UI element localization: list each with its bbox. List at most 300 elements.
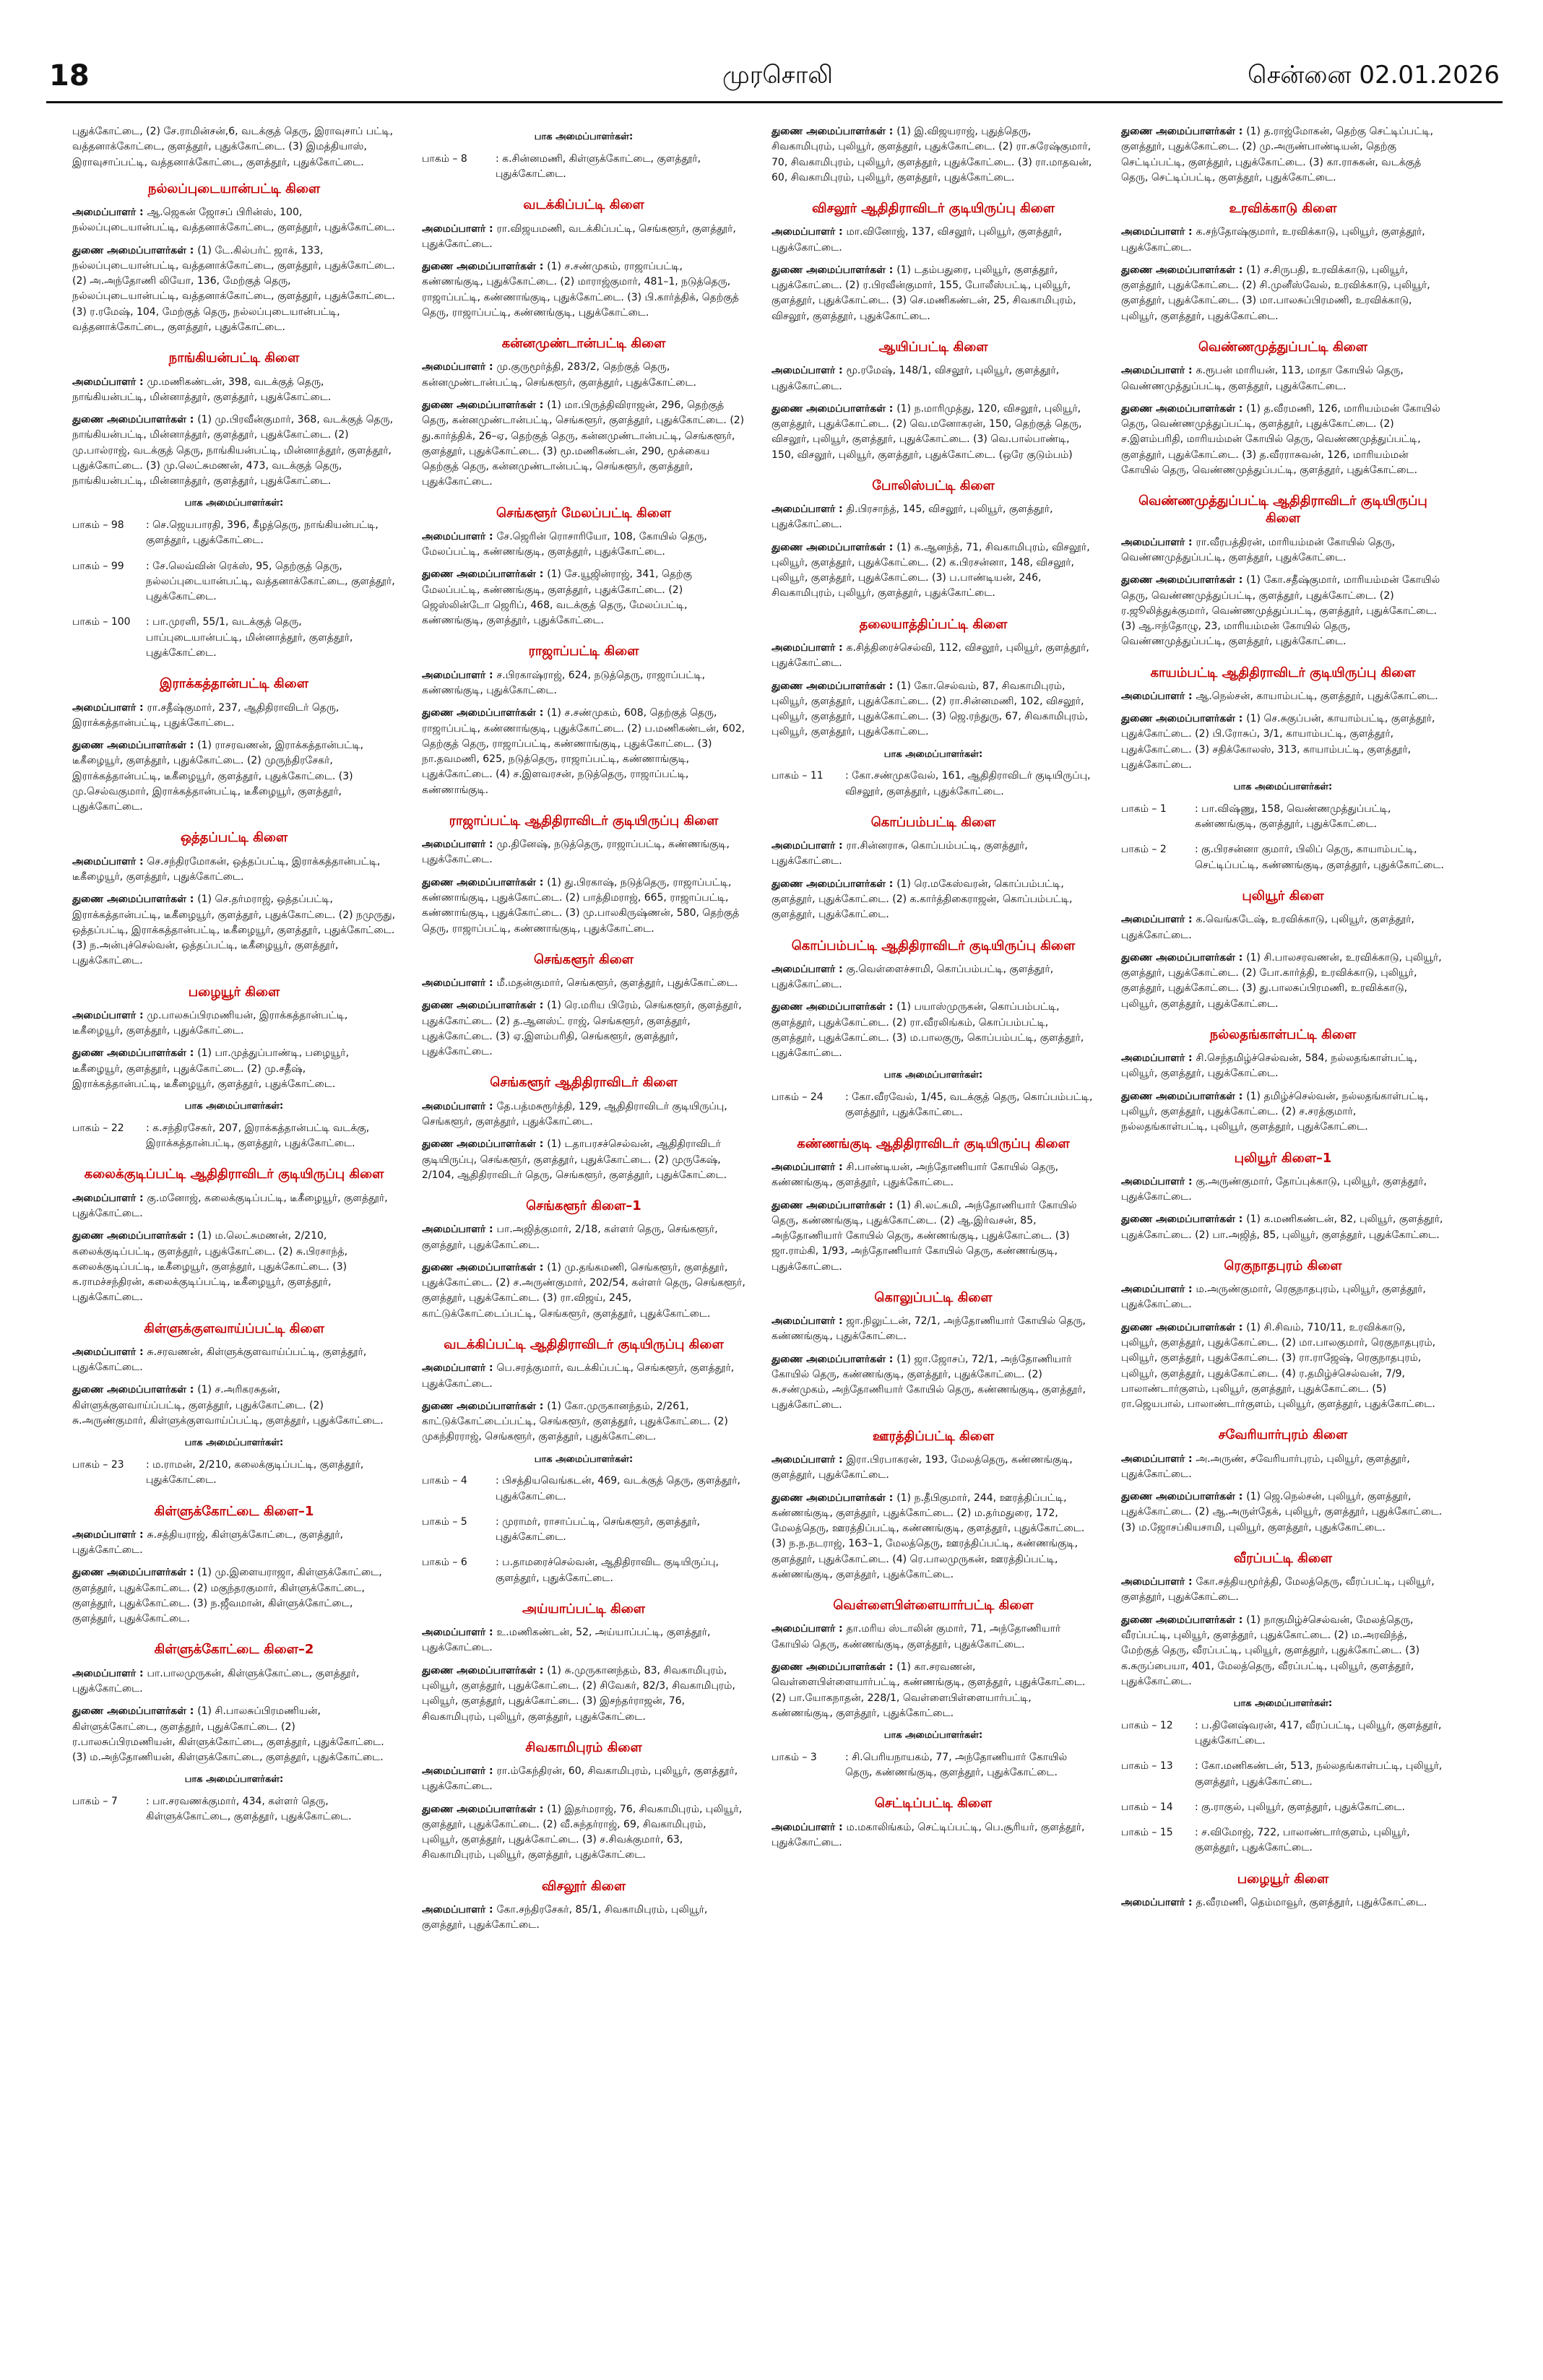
organizer-text: செ.சந்திரமோகன், ஒத்தப்பட்டி, இராக்கத்தான்பட்டி, டீகீழையூர், குளத்தூர், புதுக்கோட்டை. <box>72 855 381 883</box>
branch-title: வடக்கிப்பட்டி ஆதிதிராவிடர் குடியிருப்பு கிளை <box>444 1336 724 1352</box>
organizer-text: ம.அருண்குமார், ரெகுநாதபுரம், புலியூர், குளத்தூர், புதுக்கோட்டை. <box>1121 1284 1426 1311</box>
booth-heading: பாக அமைப்பாளர்கள்: <box>1233 782 1333 793</box>
booth-number: பாகம் – 7 <box>72 1796 118 1808</box>
deputy-label: துணை அமைப்பாளர்கள் : <box>422 568 548 581</box>
deputy-text: (1) ச.அரிகரசுதன், கிள்ளுக்குளவாய்ப்பட்டி, குளத்தூர், புதுக்கோட்டை. (2) சு.அருண்குமார், கிள்ளுக்குளவாய்ப்பட்டி, குளத்தூர், புதுக்கோட்டை. <box>72 1384 384 1427</box>
organizer-entry <box>772 1622 1095 1653</box>
deputy-label: துணை அமைப்பாளர்கள் : <box>72 893 198 906</box>
branch-title: செட்டிப்பட்டி கிளை <box>874 1796 993 1812</box>
branch-title: பழையூர் கிளை <box>188 984 280 1000</box>
organizer-label: அமைப்பாளர் : <box>72 1192 147 1204</box>
branch-section <box>772 1289 1095 1414</box>
organizer-entry <box>1121 1452 1445 1483</box>
booth-text: : பா.முரளி, 55/1, வடக்குத் தெரு, பாப்புடையான்பட்டி, மின்னாத்தூர், குளத்தூர், புதுக்கோட்டை. <box>146 616 353 659</box>
deputy-text: (1) சே.யூஜின்ராஜ், 341, தெற்கு மேலப்பட்டி, கண்ணங்குடி, குளத்தூர், புதுக்கோட்டை. (2) ஜெஸ்லின்டோ ஜெரிப், 468, வடக்குத் தெரு, மேலப்பட்டி, கண்ணங்குடி, குளத்தூர், புதுக்கோட்டை. <box>422 568 692 627</box>
organizer-text: ரா.விஜயமணி, வடக்கிப்பட்டி, செங்களூர், குளத்தூர், புதுக்கோட்டை. <box>422 222 736 250</box>
branch-title: பழையூர் கிளை <box>1237 1871 1329 1887</box>
deputy-label: துணை அமைப்பாளர்கள் : <box>1121 574 1247 587</box>
organizer-entry <box>422 976 745 991</box>
booth-text: : க.சந்திரசேகர், 207, இராக்கத்தான்பட்டி வடக்கு, இராக்கத்தான்பட்டி, குளத்தூர், புதுக்கோட்டை. <box>146 1122 370 1150</box>
organizer-text: க.சந்தோஷ்குமார், உரவிக்காடு, புலியூர், குளத்தூர், புதுக்கோட்டை. <box>1121 226 1425 254</box>
booth-entry <box>1121 1759 1445 1790</box>
organizer-text: மு.பாலசுப்பிரமணியன், இராக்கத்தான்பட்டி, டீகீழையூர், குளத்தூர், புதுக்கோட்டை. <box>72 1009 348 1037</box>
branch-section <box>422 505 745 629</box>
booth-heading: பாக அமைப்பாளர்கள்: <box>184 498 284 509</box>
branch-section <box>772 616 1095 800</box>
deputy-label: துணை அமைப்பாளர்கள் : <box>772 1353 897 1365</box>
deputy-text: (1) சி.சிவம், 710/11, உரவிக்காடு, புலியூர், குளத்தூர், புதுக்கோட்டை. (2) மா.பாலகுமார், ரெகுநாதபுரம், புலியூர், குளத்தூர், புதுக்கோட்டை. (3) ரா.ராஜேஷ், ரெகுநாதபுரம், புலியூர், குளத்தூர், புதுக்கோட்டை. (4) ர.தமிழ்ச்செல்வன், 7/9, பாலாண்டார்குளம், புலியூர், குளத்தூர், புதுக்கோட்டை. (5) ரா.ஜெயபால், பாலாண்டார்குளம், புலியூர், குளத்தூர், புதுக்கோட்டை. <box>1121 1321 1436 1411</box>
booth-text: : சி.பெரியநாயகம், 77, அந்தோணியார் கோயில் தெரு, கண்ணங்குடி, குளத்தூர், புதுக்கோட்டை. <box>845 1751 1068 1779</box>
organizer-text: த.வீரமணி, தெம்மாவூர், குளத்தூர், புதுக்கோட்டை. <box>1196 1896 1427 1908</box>
organizer-text: க.ரூபன் மாரியன், 113, மாதா கோயில் தெரு, வெண்ணமுத்துப்பட்டி, குளத்தூர், புதுக்கோட்டை. <box>1121 365 1404 392</box>
booth-text: : கோ.வீரவேல், 1/45, வடக்குத் தெரு, கொப்பம்பட்டி, குளத்தூர், புதுக்கோட்டை. <box>845 1091 1093 1119</box>
booth-text: : கு.ராகுல், புலியூர், குளத்தூர், புதுக்கோட்டை. <box>1195 1801 1405 1813</box>
deputy-text: (1) க.ஆனந்த், 71, சிவகாமிபுரம், விசலூர், புலியூர், குளத்தூர், புதுக்கோட்டை. (2) க.பிரசன்னா, 148, விசலூர், புலியூர், குளத்தூர், புதுக்கோட்டை. (3) ப.பாண்டியன், 246, சிவகாமிபுரம், புலியூர், குளத்தூர், புதுக்கோட்டை. <box>772 541 1090 600</box>
branch-section <box>772 1597 1095 1780</box>
booth-text: : முராமர், ராசாப்பட்டி, செங்களூர், குளத்தூர், புதுக்கோட்டை. <box>496 1515 701 1544</box>
deputy-label: துணை அமைப்பாளர்கள் : <box>772 402 897 415</box>
deputy-text: (1) கோ.முருகானந்தம், 2/261, காட்டுக்கோட்டைப்பட்டி, செங்களூர், குளத்தூர், புதுக்கோட்டை. (2) முகந்திரராஜ், செங்களூர், குளத்தூர், புதுக்கோட்டை. <box>422 1400 728 1443</box>
branch-section <box>422 1601 745 1725</box>
booth-heading: பாக அமைப்பாளர்கள்: <box>883 1070 983 1081</box>
branch-section <box>422 643 745 797</box>
organizer-entry <box>1121 912 1445 943</box>
deputy-entry <box>772 402 1095 463</box>
deputy-label: துணை அமைப்பாளர்கள் : <box>422 1400 548 1412</box>
deputy-text: (1) தமிழ்ச்செல்வன், நல்லதங்காள்பட்டி, புலியூர், குளத்தூர், புதுக்கோட்டை. (2) ச.சரத்குமார், நல்லதங்காள்பட்டி, புலியூர், குளத்தூர், புதுக்கோட்டை. <box>1121 1090 1429 1133</box>
booth-entry <box>422 1474 745 1505</box>
organizer-text: இரா.பிரபாகரன், 193, மேலத்தெரு, கண்ணங்குடி, குளத்தூர், புதுக்கோட்டை. <box>772 1454 1073 1481</box>
dateline: சென்னை 02.01.2026 <box>1248 61 1500 90</box>
deputy-label: துணை அமைப்பாளர்கள் : <box>422 1803 548 1815</box>
deputy-entry <box>72 412 396 489</box>
deputy-label: துணை அமைப்பாளர்கள் : <box>1121 713 1247 725</box>
organizer-label: அமைப்பாளர் : <box>1121 1896 1196 1908</box>
column-intro-text: புதுக்கோட்டை, (2) சே.ராமின்சன்,6, வடக்குத் தெரு, இராவுசாப் பட்டி, வத்தனாக்கோட்டை, குளத்தூர், புதுக்கோட்டை. (3) இமத்தியாஸ், இராவுசாப்பட்டி, வத்தனாக்கோட்டை, குளத்தூர், புதுக்கோட்டை. <box>72 126 394 168</box>
deputy-entry <box>422 1802 745 1864</box>
organizer-text: சி.பாண்டியன், அந்தோணியார் கோயில் தெரு, கண்ணங்குடி, குளத்தூர், புதுக்கோட்டை. <box>772 1161 1059 1189</box>
deputy-entry <box>422 398 745 490</box>
booth-text: : சே.லெவ்வின் ரெக்ஸ், 95, தெற்குத் தெரு, நல்லப்புடையான்பட்டி, வத்தனாக்கோட்டை, குளத்தூர், புதுக்கோட்டை. <box>146 560 395 603</box>
deputy-text: (1) ச.சிருபதி, உரவிக்காடு, புலியூர், குளத்தூர், புதுக்கோட்டை. (2) சி.முனீஸ்வேல், உரவிக்காடு, புலியூர், குளத்தூர், புதுக்கோட்டை. (3) மா.பாலசுப்பிரமணி, உரவிக்காடு, புலியூர், குளத்தூர், புதுக்கோட்டை. <box>1121 264 1430 322</box>
branch-title: அய்யாப்பட்டி கிளை <box>522 1601 645 1617</box>
organizer-label: அமைப்பாளர் : <box>772 1454 847 1466</box>
deputy-text: (1) கா.சரவணன், வெள்ளைபிள்ளையார்பட்டி, கண்ணங்குடி, குளத்தூர், புதுக்கோட்டை. (2) பா.யோகநாதன், 228/1, வெள்ளைபிள்ளையார்பட்டி, கண்ணங்குடி, குளத்தூர், புதுக்கோட்டை. <box>772 1661 1086 1719</box>
deputy-text: (1) டதாபரசச்செல்வன், ஆதிதிராவிடர் குடியிருப்பு, செங்களூர், குளத்தூர், புதுக்கோட்டை. (2) முருகேஷ், 2/104, ஆதிதிராவிடர் தெரு, செங்களூர், குளத்தூர், புதுக்கோட்டை. <box>422 1138 727 1181</box>
deputy-entry <box>72 243 396 336</box>
deputy-label: துணை அமைப்பாளர்கள் : <box>772 541 897 553</box>
organizer-label: அமைப்பாளர் : <box>422 1627 497 1639</box>
branch-title: ஆயிப்பட்டி கிளை <box>878 339 988 355</box>
booth-entry <box>72 615 396 661</box>
branch-title: சவேரியார்புரம் கிளை <box>1218 1427 1348 1443</box>
organizer-label: அமைப்பாளர் : <box>772 365 847 377</box>
branch-title: வெண்ணமுத்துப்பட்டி கிளை <box>1198 339 1368 355</box>
organizer-entry <box>1121 225 1445 256</box>
organizer-label: அமைப்பாளர் : <box>1121 536 1196 548</box>
header-rule <box>46 101 1503 103</box>
organizer-entry <box>772 502 1095 533</box>
organizer-entry <box>422 1625 745 1656</box>
organizer-label: அமைப்பாளர் : <box>1121 1453 1196 1465</box>
booth-entry <box>772 1090 1095 1121</box>
branch-title: புலியூர் கிளை <box>1242 888 1324 904</box>
deputy-label: துணை அமைப்பாளர்கள் : <box>772 1492 897 1504</box>
column-2 <box>422 124 745 2356</box>
deputy-label: துணை அமைப்பாளர்கள் : <box>1121 1090 1247 1102</box>
deputy-label: துணை அமைப்பாளர்கள் : <box>72 1705 198 1718</box>
organizer-entry <box>422 1361 745 1392</box>
deputy-entry <box>72 1382 396 1429</box>
organizer-entry <box>772 363 1095 394</box>
deputy-label: துணை அமைப்பாளர்கள் : <box>1121 1614 1247 1626</box>
branch-section <box>422 1739 745 1864</box>
organizer-text: மா.வினோஜ், 137, விசலூர், புலியூர், குளத்தூர், புதுக்கோட்டை. <box>772 226 1062 254</box>
deputy-text: (1) இ.விஜயராஜ், புதுத்தெரு, சிவகாமிபுரம், புலியூர், குளத்தூர், புதுக்கோட்டை. (2) ரா.சுரேஷ்குமார், 70, சிவகாமிபுரம், புலியூர், குளத்தூர், புதுக்கோட்டை. (3) ரா.மாதவன், 60, சிவகாமிபுரம், புலியூர், குளத்தூர், புதுக்கோட்டை. <box>772 126 1092 183</box>
organizer-label: அமைப்பாளர் : <box>1121 226 1196 238</box>
organizer-entry <box>422 1764 745 1795</box>
branch-title: ரெகுநாதபுரம் கிளை <box>1224 1258 1342 1273</box>
deputy-entry <box>72 1565 396 1627</box>
branch-title: நல்லதங்காள்பட்டி கிளை <box>1209 1026 1357 1042</box>
organizer-label: அமைப்பாளர் : <box>772 226 847 238</box>
deputy-label: துணை அமைப்பாளர்கள் : <box>772 680 897 692</box>
booth-entry <box>1121 802 1445 833</box>
branch-title: தலையாத்திப்பட்டி கிளை <box>859 616 1008 632</box>
deputy-label: துணை அமைப்பாளர்கள் : <box>422 1261 548 1273</box>
column-3 <box>772 124 1095 2356</box>
branch-section <box>1121 1550 1445 1856</box>
deputy-text: (1) ந.தீபிகுமார், 244, ஊரத்திப்பட்டி, கண்ணங்குடி, குளத்தூர், புதுக்கோட்டை. (2) ம.தர்மதுரை, 172, மேலத்தெரு, ஊரத்திப்பட்டி, கண்ணங்குடி, குளத்தூர், புதுக்கோட்டை. (3) ந.ந.நடராஜ், 163–1, மேலத்தெரு, ஊரத்திப்பட்டி, கண்ணங்குடி, குளத்தூர், புதுக்கோட்டை. (4) ரெ.பாலமுருகன், ஊரத்திப்பட்டி, கண்ணங்குடி, குளத்தூர், புதுக்கோட்டை. <box>772 1492 1085 1580</box>
organizer-text: மீ.மதன்குமார், செங்களூர், குளத்தூர், புதுக்கோட்டை. <box>496 977 738 990</box>
organizer-text: ச.பிரகாஷ்ராஜ், 624, நடுத்தெரு, ராஜாப்பட்டி, கண்ணங்குடி, புதுக்கோட்டை. <box>422 669 706 697</box>
deputy-text: (1) கோ.செல்வம், 87, சிவகாமிபுரம், புலியூர், குளத்தூர், புதுக்கோட்டை. (2) ரா.சின்னமணி, 102, விசலூர், புலியூர், குளத்தூர், புதுக்கோட்டை. (3) ஜெ.ரந்துரு, 67, சிவகாமிபுரம், புலியூர், குளத்தூர், புதுக்கோட்டை. <box>772 680 1089 738</box>
branch-section <box>422 1336 745 1586</box>
deputy-label: துணை அமைப்பாளர்கள் : <box>422 1000 548 1012</box>
deputy-label: துணை அமைப்பாளர்கள் : <box>72 1384 198 1396</box>
branch-title: உரவிக்காடு கிளை <box>1229 201 1337 217</box>
booth-number: பாகம் – 5 <box>422 1515 467 1528</box>
organizer-text: ம.மகாலிங்கம், செட்டிப்பட்டி, பெ.சூரியர், குளத்தூர், புதுக்கோட்டை. <box>772 1821 1085 1848</box>
deputy-text: (1) ரெ.மகேஸ்வரன், கொப்பம்பட்டி, குளத்தூர், புதுக்கோட்டை. (2) க.கார்த்திகைராஜன், கொப்பம்பட்டி, குளத்தூர், புதுக்கோட்டை. <box>772 878 1073 921</box>
booth-number: பாகம் – 6 <box>422 1557 467 1569</box>
deputy-label: துணை அமைப்பாளர்கள் : <box>772 264 897 276</box>
column-1 <box>72 124 396 2356</box>
deputy-entry <box>772 124 1095 186</box>
deputy-entry <box>772 1660 1095 1721</box>
booth-number: பாகம் – 8 <box>422 152 467 165</box>
organizer-entry <box>422 360 745 391</box>
organizer-entry <box>72 1008 396 1039</box>
deputy-entry <box>422 998 745 1060</box>
booth-entry <box>1121 842 1445 873</box>
branch-section <box>1121 1150 1445 1243</box>
booth-number: பாகம் – 98 <box>72 519 124 532</box>
branch-title: நாங்கியன்பட்டி கிளை <box>168 350 300 366</box>
organizer-entry <box>772 225 1095 256</box>
deputy-entry <box>772 1491 1095 1583</box>
deputy-label: துணை அமைப்பாளர்கள் : <box>1121 1321 1247 1333</box>
booth-number: பாகம் – 1 <box>1121 802 1167 815</box>
organizer-entry <box>1121 1575 1445 1606</box>
booth-heading: பாக அமைப்பாளர்கள்: <box>184 1774 284 1786</box>
organizer-label: அமைப்பாளர் : <box>1121 1284 1196 1296</box>
deputy-text: (1) பா.முத்துப்பாண்டி, பழையூர், டீகீழையூர், குளத்தூர், புதுக்கோட்டை. (2) மு.சதீஷ், இராக்கத்தான்பட்டி, டீகீழையூர், குளத்தூர், புதுக்கோட்டை. <box>72 1047 350 1090</box>
booth-heading: பாக அமைப்பாளர்கள்: <box>534 1453 634 1465</box>
organizer-label: அமைப்பாளர் : <box>72 1346 147 1358</box>
deputy-text: (1) மு.இளையராஜா, கிள்ளுக்கோட்டை, குளத்தூர், புதுக்கோட்டை. (2) மகுந்தரகுமார், கிள்ளுக்கோட்டை, குளத்தூர், புதுக்கோட்டை. (3) ந.ஜீவமான், கிள்ளுக்கோட்டை, குளத்தூர், புதுக்கோட்டை. <box>72 1567 382 1625</box>
organizer-label: அமைப்பாளர் : <box>422 669 497 681</box>
organizer-text: கு.வெள்ளைச்சாமி, கொப்பம்பட்டி, குளத்தூர், புதுக்கோட்டை. <box>772 963 1054 991</box>
organizer-entry <box>772 641 1095 672</box>
organizer-entry <box>72 1191 396 1222</box>
deputy-entry <box>1121 1613 1445 1689</box>
booth-entry <box>422 152 745 183</box>
deputy-text: (1) மு.தங்கமணி, செங்களூர், குளத்தூர், புதுக்கோட்டை. (2) ச.அருண்குமார், 202/54, கள்ளர் தெரு, செங்களூர், குளத்தூர், புதுக்கோட்டை. (3) ரா.விஜய், 245, காட்டுக்கோட்டைப்பட்டி, செங்களூர், குளத்தூர், புதுக்கோட்டை. <box>422 1261 745 1320</box>
booth-text: : கோ.மணிகண்டன், 513, நல்லதங்காள்பட்டி, புலியூர், குளத்தூர், புதுக்கோட்டை. <box>1195 1760 1443 1788</box>
organizer-label: அமைப்பாளர் : <box>772 503 847 516</box>
deputy-entry <box>772 1000 1095 1061</box>
booth-heading: பாக அமைப்பாளர்கள்: <box>1233 1698 1333 1710</box>
booth-text: : கோ.சண்முகவேல், 161, ஆதிதிராவிடர் குடியிருப்பு, விசலூர், குளத்தூர், புதுக்கோட்டை. <box>845 770 1091 797</box>
organizer-entry <box>422 1099 745 1130</box>
organizer-entry <box>72 1666 396 1697</box>
organizer-text: ஆ.நெல்சன், காயாம்பட்டி, குளத்தூர், புதுக்கோட்டை. <box>1196 690 1438 702</box>
deputy-label: துணை அமைப்பாளர்கள் : <box>1121 951 1247 964</box>
organizer-text: கு.மனோஜ், கலைக்குடிப்பட்டி, டீகீழையூர், குளத்தூர், புதுக்கோட்டை. <box>72 1192 388 1220</box>
organizer-label: அமைப்பாளர் : <box>422 977 497 990</box>
organizer-text: ரா.சின்னராசு, கொப்பம்பட்டி, குளத்தூர், புதுக்கோட்டை. <box>772 840 1028 867</box>
branch-section <box>72 1641 396 1825</box>
organizer-entry <box>422 1222 745 1253</box>
booth-entry <box>1121 1825 1445 1856</box>
booth-entry <box>72 1121 396 1152</box>
branch-section <box>72 984 396 1152</box>
booth-heading: பாக அமைப்பாளர்கள்: <box>534 131 634 142</box>
branch-title: கொப்பம்பட்டி கிளை <box>870 814 996 830</box>
deputy-text: (1) ச.சண்முகம், ராஜாப்பட்டி, கண்ணங்குடி, புதுக்கோட்டை. (2) மாராஜ்குமார், 481–1, நடுத்தெரு, ராஜாப்பட்டி, கண்ணாங்குடி, புதுக்கோட்டை. (3) பி.கார்த்திக், தெற்குத் தெரு, ராஜாப்பட்டி, கண்ணங்குடி, புதுக்கோட்டை. <box>422 261 739 319</box>
organizer-text: தே.பத்மசுரூர்த்தி, 129, ஆதிதிராவிடர் குடியிருப்பு, செங்களூர், குளத்தூர், புதுக்கோட்டை. <box>422 1100 727 1128</box>
branch-title: ராஜாப்பட்டி ஆதிதிராவிடர் குடியிருப்பு கிளை <box>449 813 719 828</box>
branch-title: கண்ணங்குடி ஆதிதிராவிடர் குடியிருப்பு கிளை <box>797 1135 1070 1151</box>
organizer-label: அமைப்பாளர் : <box>1121 690 1196 702</box>
organizer-label: அமைப்பாளர் : <box>422 1765 497 1778</box>
branch-section <box>422 1878 745 1934</box>
organizer-text: கு.அருண்குமார், தோப்புக்காடு, புலியூர், குளத்தூர், புதுக்கோட்டை. <box>1121 1175 1427 1203</box>
column-4 <box>1121 124 1445 2356</box>
organizer-entry <box>772 839 1095 870</box>
branch-section <box>772 1795 1095 1851</box>
deputy-text: (1) சி.லட்சுமி, அந்தோணியார் கோயில் தெரு, கண்ணங்குடி, புதுக்கோட்டை. (2) ஆ.இர்வசன், 85, அந்தோணியார் கோயில் தெரு, கண்ணங்குடி, புதுக்கோட்டை. (3) ஜா.ராம்கி, 1/93, அந்தோணியார் கோயில் தெரு, கண்ணங்குடி, புதுக்கோட்டை. <box>772 1199 1077 1273</box>
deputy-entry <box>422 1137 745 1183</box>
deputy-text: (1) செ.தர்மராஜ், ஒத்தப்பட்டி, இராக்கத்தான்பட்டி, டீகீழையூர், குளத்தூர், புதுக்கோட்டை. (2) நமுருது, ஒத்தப்பட்டி, இராக்கத்தான்பட்டி, டீகீழையூர், குளத்தூர், புதுக்கோட்டை. (3) ந.அன்புச்செல்வன், ஒத்தப்பட்டி, டீகீழையூர், குளத்தூர், புதுக்கோட்டை. <box>72 893 396 967</box>
deputy-label: துணை அமைப்பாளர்கள் : <box>1121 264 1247 276</box>
booth-number: பாகம் – 13 <box>1121 1760 1173 1773</box>
deputy-text: (1) சி.பாலசரவணன், உரவிக்காடு, புலியூர், குளத்தூர், புதுக்கோட்டை. (2) போ.கார்த்தி, உரவிக்காடு, புலியூர், குளத்தூர், புதுக்கோட்டை. (3) து.பாலசுப்பிரமணி, உரவிக்காடு, புலியூர், குளத்தூர், புதுக்கோட்டை. <box>1121 951 1442 1010</box>
branch-title: செங்களூர் மேலப்பட்டி கிளை <box>496 505 671 521</box>
booth-entry <box>1121 1718 1445 1749</box>
organizer-label: அமைப்பாளர் : <box>422 361 497 373</box>
deputy-entry <box>72 1046 396 1092</box>
booth-text: : க.சின்னமணி, கிள்ளுக்கோட்டை, குளத்தூர், புதுக்கோட்டை. <box>496 152 701 181</box>
deputy-label: துணை அமைப்பாளர்கள் : <box>72 1047 198 1060</box>
branch-section <box>772 124 1095 186</box>
deputy-text: (1) கோ.சதீஷ்குமார், மாரியம்மன் கோயில் தெரு, வெண்ணமுத்துப்பட்டி, குளத்தூர், புதுக்கோட்டை. (2) ர.ஜூலித்துக்குமார், வெண்ணமுத்துப்பட்டி, குளத்தூர், புதுக்கோட்டை. (3) ஆ.ஈந்தோழு, 23, மாரியம்மன் கோயில் தெரு, வெண்ணமுத்துப்பட்டி, குளத்தூர், புதுக்கோட்டை. <box>1121 574 1440 648</box>
organizer-entry <box>422 668 745 699</box>
deputy-label: துணை அமைப்பாளர்கள் : <box>72 1230 198 1242</box>
branch-title: செங்களூர் கிளை–1 <box>526 1198 641 1214</box>
branch-title: விசலூர் ஆதிதிராவிடர் குடியிருப்பு கிளை <box>811 201 1055 217</box>
deputy-text: (1) இதர்மராஜ், 76, சிவகாமிபுரம், புலியூர், குளத்தூர், புதுக்கோட்டை. (2) வீ.சுந்தர்ராஜ், 69, சிவகாமிபுரம், புலியூர், குளத்தூர், புதுக்கோட்டை. (3) ச.சிவக்குமார், 63, சிவகாமிபுரம், புலியூர், குளத்தூர், புதுக்கோட்டை. <box>422 1803 743 1861</box>
booth-entry <box>1121 1800 1445 1815</box>
organizer-text: ரா.சதீஷ்குமார், 237, ஆதிதிராவிடர் தெரு, இராக்கத்தான்பட்டி, புதுக்கோட்டை. <box>72 701 340 729</box>
organizer-entry <box>72 701 396 732</box>
deputy-entry <box>1121 1212 1445 1243</box>
branch-title: காயம்பட்டி ஆதிதிராவிடர் குடியிருப்பு கிளை <box>1150 665 1416 680</box>
deputy-text: (1) த.ராஜ்மோகன், தெற்கு செட்டிப்பட்டி, குளத்தூர், புதுக்கோட்டை. (2) மு.அருண்பாண்டியன், தெற்கு செட்டிப்பட்டி, குளத்தூர், புதுக்கோட்டை. (3) கா.ராசுகன், வடக்குத் தெரு, செட்டிப்பட்டி, குளத்தூர், புதுக்கோட்டை. <box>1121 126 1434 183</box>
organizer-entry <box>72 854 396 886</box>
organizer-text: சி.செந்தமிழ்ச்செல்வன், 584, நல்லதங்காள்பட்டி, புலியூர், குளத்தூர், புதுக்கோட்டை. <box>1121 1052 1417 1080</box>
booth-number: பாகம் – 14 <box>1121 1801 1173 1813</box>
organizer-label: அமைப்பாளர் : <box>422 222 497 235</box>
organizer-label: அமைப்பாளர் : <box>422 839 497 851</box>
branch-title: கொலுப்பட்டி கிளை <box>874 1289 993 1305</box>
organizer-label: அமைப்பாளர் : <box>422 1903 497 1916</box>
branch-section <box>422 196 745 321</box>
organizer-text: மு.குருமூர்த்தி, 283/2, தெற்குத் தெரு, கன்னமுண்டான்பட்டி, செங்களூர், குளத்தூர், புதுக்கோட்டை. <box>422 361 696 389</box>
deputy-entry <box>72 1704 396 1765</box>
branch-section <box>1121 339 1445 478</box>
organizer-label: அமைப்பாளர் : <box>772 840 847 852</box>
booth-text: : பா.விஷ்ணு, 158, வெண்ணமுத்துப்பட்டி, கண்ணங்குடி, குளத்தூர், புதுக்கோட்டை. <box>1195 802 1391 831</box>
booth-number: பாகம் – 24 <box>772 1091 824 1104</box>
article-columns <box>72 124 1445 2356</box>
deputy-text: (1) ஜெ.நெல்சன், புலியூர், குளத்தூர், புதுக்கோட்டை. (2) ஆ.அருள்தேக், புலியூர், குளத்தூர், புதுக்கோட்டை. (3) ம.ஜோசப்கியசாமி, புலியூர், குளத்தூர், புதுக்கோட்டை. <box>1121 1491 1443 1533</box>
branch-section <box>772 1428 1095 1583</box>
branch-title: கிள்ளுக்கோட்டை கிளை–1 <box>154 1503 314 1519</box>
organizer-text: க.வெங்கடேஷ், உரவிக்காடு, புலியூர், குளத்தூர், புதுக்கோட்டை. <box>1121 914 1414 941</box>
deputy-entry <box>772 679 1095 740</box>
deputy-label: துணை அமைப்பாளர்கள் : <box>422 876 548 888</box>
organizer-text: தா.மரிய ஸ்டாலின் குமார், 71, அந்தோணியார் கோயில் தெரு, கண்ணங்குடி, குளத்தூர், புதுக்கோட்டை. <box>772 1623 1061 1650</box>
organizer-entry <box>772 962 1095 993</box>
booth-text: : பா.சரவணக்குமார், 434, கள்ளர் தெரு, கிள்ளுக்கோட்டை, குளத்தூர், புதுக்கோட்டை. <box>146 1796 352 1823</box>
deputy-entry <box>422 1399 745 1445</box>
branch-title: கிள்ளுக்குளவாய்ப்பட்டி கிளை <box>144 1320 324 1336</box>
deputy-text: (1) க.மணிகண்டன், 82, புலியூர், குளத்தூர், புதுக்கோட்டை. (2) பா.அஜித், 85, புலியூர், குளத்தூர், புதுக்கோட்டை. <box>1121 1213 1443 1241</box>
branch-section <box>772 200 1095 324</box>
organizer-label: அமைப்பாளர் : <box>72 701 147 714</box>
deputy-entry <box>72 738 396 815</box>
deputy-entry <box>1121 951 1445 1012</box>
branch-section <box>772 938 1095 1121</box>
deputy-text: (1) த.வீரமணி, 126, மாரியம்மன் கோயில் தெரு, வெண்ணமுத்துப்பட்டி, குளத்தூர், புதுக்கோட்டை. (2) ச.இளம்பரிதி, மாரியம்மன் கோயில் தெரு, வெண்ணமுத்துப்பட்டி, குளத்தூர், புதுக்கோட்டை. (3) த.வீரராசுவன், 126, மாரியம்மன் கோயில் தெரு, வெண்ணமுத்துப்பட்டி, குளத்தூர், புதுக்கோட்டை. <box>1121 402 1440 476</box>
organizer-label: அமைப்பாளர் : <box>1121 1576 1196 1588</box>
booth-number: பாகம் – 3 <box>772 1751 817 1763</box>
organizer-label: அமைப்பாளர் : <box>422 1100 497 1112</box>
branch-section <box>1121 1026 1445 1135</box>
organizer-entry <box>1121 689 1445 704</box>
organizer-label: அமைப்பாளர் : <box>422 1362 497 1375</box>
booth-heading: பாக அமைப்பாளர்கள்: <box>883 1730 983 1741</box>
booth-number: பாகம் – 11 <box>772 770 824 782</box>
organizer-entry <box>772 1314 1095 1345</box>
deputy-label: துணை அமைப்பாளர்கள் : <box>772 126 897 137</box>
booth-text: : ப.தாமரைச்செல்வன், ஆதிதிராவிட குடியிருப்பு, குளத்தூர், புதுக்கோட்டை. <box>496 1557 719 1584</box>
branch-section <box>422 951 745 1060</box>
booth-number: பாகம் – 15 <box>1121 1827 1173 1839</box>
deputy-text: (1) ரெ.மரிய பிரேம், செங்களூர், குளத்தூர், புதுக்கோட்டை. (2) த.ஆனஸ்ட் ராஜ், செங்களூர், குளத்தூர், புதுக்கோட்டை. (3) ஏ.இளம்பரிதி, செங்களூர், குளத்தூர், புதுக்கோட்டை. <box>422 1000 742 1058</box>
organizer-text: பா.அஜித்குமார், 2/18, கள்ளர் தெரு, செங்களூர், குளத்தூர், புதுக்கோட்டை. <box>422 1224 718 1251</box>
deputy-entry <box>1121 573 1445 649</box>
branch-section <box>422 1074 745 1183</box>
branch-section <box>772 1135 1095 1275</box>
branch-section <box>772 477 1095 602</box>
branch-section <box>422 335 745 490</box>
organizer-text: மூ.ரமேஷ், 148/1, விசலூர், புலியூர், குளத்தூர், புதுக்கோட்டை. <box>772 365 1060 392</box>
organizer-text: சே.ஜெரின் ரொசாரியோ, 108, கோயில் தெரு, மேலப்பட்டி, கண்ணங்குடி, குளத்தூர், புதுக்கோட்டை. <box>422 530 707 558</box>
branch-section <box>422 1198 745 1322</box>
deputy-entry <box>422 1260 745 1322</box>
page-header <box>0 0 1543 108</box>
organizer-entry <box>422 1903 745 1934</box>
organizer-text: சு.சரவணன், கிள்ளுக்குளவாய்ப்பட்டி, குளத்தூர், புதுக்கோட்டை. <box>72 1346 367 1374</box>
organizer-entry <box>1121 1051 1445 1082</box>
deputy-text: (1) ம.லெட்சுமணன், 2/210, கலைக்குடிப்பட்டி, குளத்தூர், புதுக்கோட்டை. (2) சு.பிரசாந்த், கலைக்குடிப்பட்டி, டீகீழையூர், குளத்தூர், புதுக்கோட்டை. (3) க.ராமச்சந்திரன், கலைக்குடிப்பட்டி, டீகீழையூர், குளத்தூர், புதுக்கோட்டை. <box>72 1230 348 1304</box>
organizer-text: தி.பிரசாந்த், 145, விசலூர், புலியூர், குளத்தூர், புதுக்கோட்டை. <box>772 503 1053 531</box>
organizer-label: அமைப்பாளர் : <box>422 530 497 542</box>
deputy-entry <box>1121 711 1445 773</box>
deputy-text: (1) ந.மாரிமுத்து, 120, விசலூர், புலியூர், குளத்தூர், புதுக்கோட்டை. (2) வெ.மனோகரன், 150, தெற்குத் தெரு, விசலூர், புலியூர், குளத்தூர், புதுக்கோட்டை. (3) வெ.பால்பாண்டி, 150, விசலூர், புலியூர், குளத்தூர், புதுக்கோட்டை. (ஒரே குடும்பம்) <box>772 402 1082 461</box>
organizer-label: அமைப்பாளர் : <box>422 1224 497 1236</box>
branch-section <box>1121 888 1445 1012</box>
booth-heading: பாக அமைப்பாளர்கள்: <box>184 1437 284 1449</box>
deputy-entry <box>422 1663 745 1725</box>
deputy-label: துணை அமைப்பாளர்கள் : <box>772 1001 897 1013</box>
organizer-text: பெ.சரத்குமார், வடக்கிப்பட்டி, செங்களூர், குளத்தூர், புதுக்கோட்டை. <box>422 1362 735 1390</box>
branch-title: வெண்ணமுத்துப்பட்டி ஆதிதிராவிடர் குடியிருப்பு கிளை <box>1138 493 1427 527</box>
booth-entry <box>772 769 1095 800</box>
organizer-label: அமைப்பாளர் : <box>1121 365 1196 377</box>
branch-section <box>772 339 1095 463</box>
branch-title: கொப்பம்பட்டி ஆதிதிராவிடர் குடியிருப்பு கிளை <box>791 938 1076 953</box>
branch-section <box>1121 1871 1445 1911</box>
booth-entry <box>72 1458 396 1489</box>
deputy-text: (1) மு.பிரவீன்குமார், 368, வடக்குத் தெரு, நாங்கியன்பட்டி, மின்னாத்தூர், குளத்தூர், புதுக்கோட்டை. (2) மு.பால்ராஜ், வடக்குத் தெரு, நாங்கியன்பட்டி, மின்னாத்தூர், குளத்தூர், புதுக்கோட்டை. (3) மு.லெட்சுமணன், 473, வடக்குத் தெரு, நாங்கியன்பட்டி, மின்னாத்தூர், குளத்தூர், புதுக்கோட்டை. <box>72 414 394 488</box>
branch-section <box>1121 665 1445 873</box>
organizer-entry <box>422 222 745 253</box>
organizer-label: அமைப்பாளர் : <box>772 963 847 975</box>
deputy-text: (1) ஜா.ஜோசப், 72/1, அந்தோணியார் கோயில் தெரு, கண்ணங்குடி, குளத்தூர், புதுக்கோட்டை. (2) சு.சண்முகம், அந்தோணியார் கோயில் தெரு, கண்ணங்குடி, குளத்தூர், புதுக்கோட்டை. <box>772 1353 1086 1411</box>
branch-title: இராக்கத்தான்பட்டி கிளை <box>160 676 308 692</box>
organizer-entry <box>1121 1282 1445 1313</box>
organizer-text: ஜா.நிலுட்டன், 72/1, அந்தோணியார் கோயில் தெரு, கண்ணங்குடி, புதுக்கோட்டை. <box>772 1315 1086 1343</box>
branch-title: வெள்ளைபிள்ளையார்பட்டி கிளை <box>833 1598 1034 1614</box>
booth-number: பாகம் – 99 <box>72 560 124 572</box>
deputy-label: துணை அமைப்பாளர்கள் : <box>422 399 548 411</box>
organizer-label: அமைப்பாளர் : <box>72 1667 147 1679</box>
deputy-entry <box>1121 1320 1445 1413</box>
organizer-label: அமைப்பாளர் : <box>72 855 147 867</box>
deputy-entry <box>1121 1489 1445 1536</box>
organizer-entry <box>772 1160 1095 1191</box>
booth-number: பாகம் – 22 <box>72 1122 124 1134</box>
branch-section <box>1121 493 1445 649</box>
organizer-text: மு.மணிகண்டன், 398, வடக்குத் தெரு, நாங்கியன்பட்டி, மின்னாத்தூர், குளத்தூர், புதுக்கோட்டை. <box>72 376 332 403</box>
deputy-text: (1) டதம்பதுரை, புலியூர், குளத்தூர், புதுக்கோட்டை. (2) ர.பிரவீன்குமார், 155, போலீஸ்பட்டி, புலியூர், குளத்தூர், புதுக்கோட்டை. (3) செ.மணிகண்டன், 25, சிவகாமிபுரம், விசலூர், குளத்தூர், புதுக்கோட்டை. <box>772 264 1076 322</box>
organizer-label: அமைப்பாளர் : <box>772 1161 847 1173</box>
organizer-text: மு.தினேஷ், நடுத்தெரு, ராஜாப்பட்டி, கண்ணங்குடி, புதுக்கோட்டை. <box>422 839 730 866</box>
